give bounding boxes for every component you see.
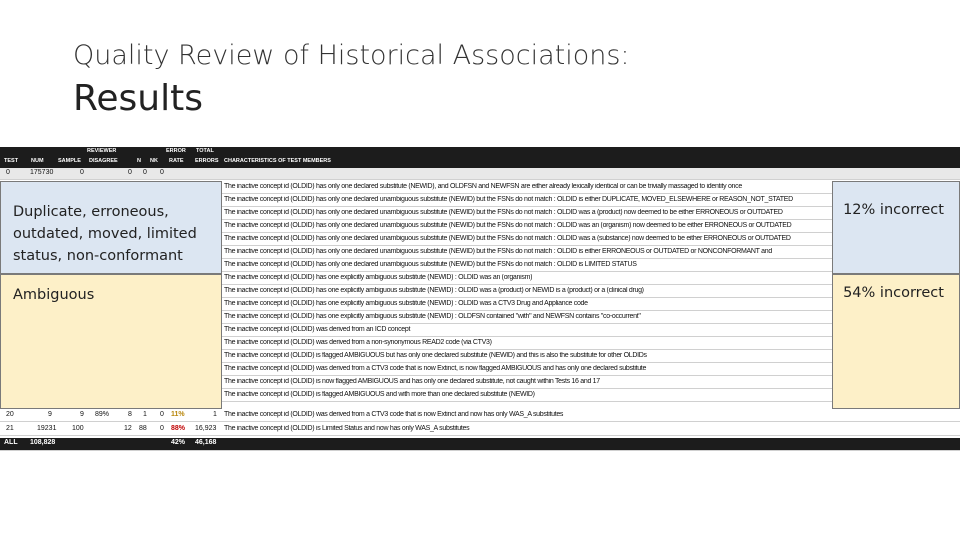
cell: 9 — [80, 411, 84, 418]
row-description: The inactive concept id (OLDID) has one explicitly ambiguous substitute (NEWID) : OLDID was a CTV3 Drug and Appliance code — [224, 300, 588, 307]
cell: 0 — [6, 169, 10, 176]
cell: 1 — [213, 411, 217, 418]
row-description: The inactive concept id (OLDID) was derived from a CTV3 code that is now Extinct, is now flagged AMBIGUOUS and has only one declared substitute — [224, 365, 647, 372]
table-row — [0, 410, 960, 422]
spreadsheet-header — [0, 147, 960, 168]
result-box-duplicate — [832, 181, 960, 274]
header-characteristics: CHARACTERISTICS OF TEST MEMBERS — [224, 158, 331, 164]
slide-title: Quality Review of Historical Associations: — [73, 40, 630, 71]
cell: 0 — [160, 425, 164, 432]
header-sample: SAMPLE — [58, 158, 81, 164]
group-label-box-ambiguous — [0, 274, 222, 409]
row-description: The inactive concept id (OLDID) has only one declared unambiguous substitute (NEWID) but the FSNs do not match : OLDID was a (product) now deemed to be either ERRONEOUS or OUTDATED — [224, 209, 783, 216]
cell: 21 — [6, 425, 14, 432]
cell: 0 — [160, 169, 164, 176]
total-row — [0, 438, 960, 451]
cell: 8 — [128, 411, 132, 418]
cell: 20 — [6, 411, 14, 418]
group-label-box-duplicate — [0, 181, 222, 274]
cell: 0 — [128, 169, 132, 176]
header-errors: ERRORS — [195, 158, 219, 164]
row-description: The inactive concept id (OLDID) has one explicitly ambiguous substitute (NEWID) : OLDFSN contained "with" and NEWFSN contains "co-occurrent" — [224, 313, 641, 320]
header-num: NUM — [31, 158, 44, 164]
header-reviewer: REVIEWER — [87, 148, 117, 154]
header-test: TEST — [4, 158, 19, 164]
cell: 108,828 — [30, 439, 56, 446]
cell: 0 — [143, 169, 147, 176]
result-box-ambiguous — [832, 274, 960, 409]
row-description: The inactive concept id (OLDID) is now flagged AMBIGUOUS and has only one declared substitute, not caught within Tests 16 and 17 — [224, 378, 600, 385]
header-total: TOTAL — [196, 148, 214, 154]
row-description: The inactive concept id (OLDID) has one explicitly ambiguous substitute (NEWID) : OLDID was a (product) or NEWID is a (product) or a (clinical drug) — [224, 287, 644, 294]
cell: 100 — [72, 425, 84, 432]
cell: ALL — [4, 439, 18, 446]
cell: 12 — [124, 425, 132, 432]
result-ambiguous: 54% incorrect — [843, 285, 944, 301]
header-error: ERROR — [166, 148, 186, 154]
row-description: The inactive concept id (OLDID) was derived from a non-synonymous READ2 code (via CTV3) — [224, 339, 492, 346]
cell: 19231 — [37, 425, 57, 432]
row-description: The inactive concept id (OLDID) is Limited Status and now has only WAS_A substitutes — [224, 425, 470, 432]
header-n: N — [137, 158, 141, 164]
row-description: The inactive concept id (OLDID) has only one declared unambiguous substitute (NEWID) but the FSNs do not match : OLDID is LIMITED STATUS — [224, 261, 637, 268]
header-disagree: DISAGREE — [89, 158, 118, 164]
cell: 46,168 — [195, 439, 217, 446]
table-row — [0, 424, 960, 436]
cell: 16,923 — [195, 425, 217, 432]
cell: 0 — [80, 169, 84, 176]
cell: 42% — [171, 439, 186, 446]
cell: 1 — [143, 411, 147, 418]
slide-subtitle: Results — [73, 78, 203, 119]
row-description: The inactive concept id (OLDID) has one explicitly ambiguous substitute (NEWID) : OLDID was an (organism) — [224, 274, 533, 281]
row-description: The inactive concept id (OLDID) has only one declared substitute (NEWID), and OLDFSN and NEWFSN are either already lexically identical or can be trivially massaged to identity once — [224, 183, 742, 190]
table-row — [0, 168, 960, 180]
cell-rate: 11% — [171, 411, 185, 418]
group-label-ambiguous: Ambiguous — [13, 287, 95, 303]
row-description: The inactive concept id (OLDID) is flagged AMBIGUOUS and with more than one declared substitute (NEWID) — [224, 391, 535, 398]
header-rate: RATE — [169, 158, 184, 164]
cell: 9 — [48, 411, 52, 418]
cell: 0 — [160, 411, 164, 418]
group-label-duplicate: Duplicate, erroneous, outdated, moved, limited status, non-conformant — [13, 204, 197, 264]
row-description: The inactive concept id (OLDID) has only one declared unambiguous substitute (NEWID) but the FSNs do not match : OLDID is either DUPLICATE, MOVED_ELSEWHERE or REASON_NOT_STATED — [224, 196, 793, 203]
cell-rate: 88% — [171, 425, 186, 432]
row-description: The inactive concept id (OLDID) is flagged AMBIGUOUS but has only one declared substitute (NEWID) and this is also the substitute for other OLDIDs — [224, 352, 647, 359]
row-description: The inactive concept id (OLDID) was derived from an ICD concept — [224, 326, 411, 333]
row-description: The inactive concept id (OLDID) has only one declared unambiguous substitute (NEWID) but the FSNs do not match : OLDID was an (organism) now deemed to be either ERRONEOUS or OUTDATED — [224, 222, 792, 229]
row-description: The inactive concept id (OLDID) has only one declared unambiguous substitute (NEWID) but the FSNs do not match : OLDID was a (substance) now deemed to be either ERRONEOUS or OUTDATED — [224, 235, 791, 242]
cell: 175730 — [30, 169, 54, 176]
row-description: The inactive concept id (OLDID) was derived from a CTV3 code that is now Extinct and now has only WAS_A substitutes — [224, 411, 564, 418]
cell: 88 — [139, 425, 147, 432]
result-duplicate: 12% incorrect — [843, 202, 944, 218]
row-description: The inactive concept id (OLDID) has only one declared unambiguous substitute (NEWID) but the FSNs do not match : OLDID is either ERRONEOUS or OUTDATED or NONCONFORMANT and — [224, 248, 772, 255]
header-nk: NK — [150, 158, 158, 164]
cell: 89% — [95, 411, 110, 418]
